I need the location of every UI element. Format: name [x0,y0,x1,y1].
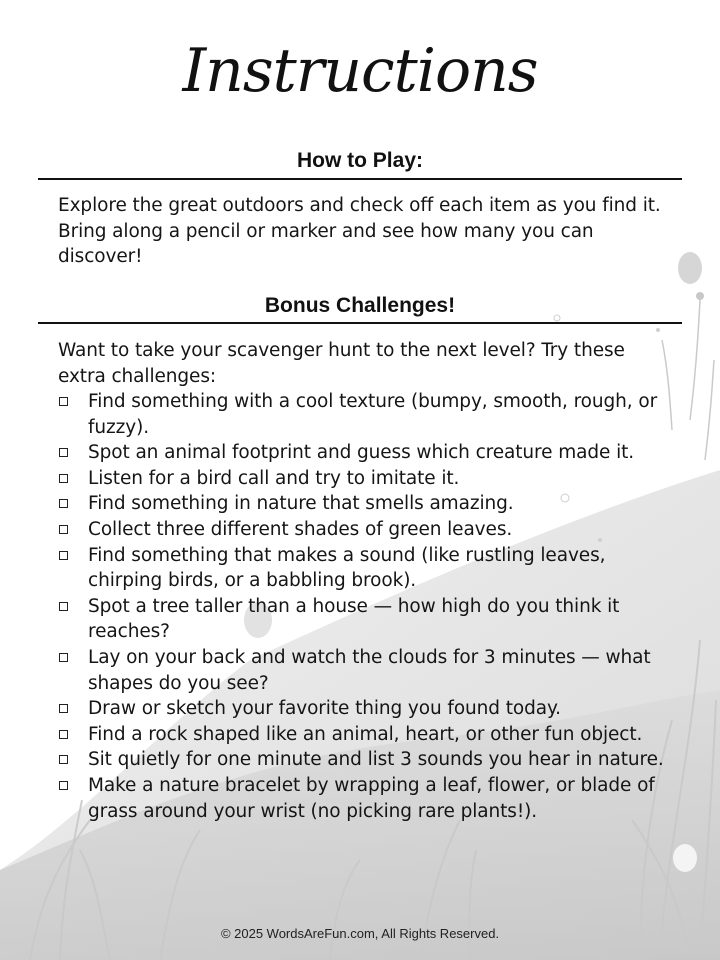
checkbox-icon[interactable] [59,448,68,457]
challenge-text: Collect three different shades of green leaves. [88,518,513,540]
challenge-text: Spot a tree taller than a house — how high do you think it reaches? [88,595,620,643]
checkbox-icon[interactable] [59,781,68,790]
bonus-intro-text: Want to take your scavenger hunt to the next level? Try these extra challenges: [58,340,625,387]
challenge-list [58,389,684,824]
checkbox-icon[interactable] [59,602,68,611]
checkbox-icon[interactable] [59,499,68,508]
checkbox-icon[interactable] [59,755,68,764]
bonus-challenges-heading: Bonus Challenges! [264,294,456,317]
divider [38,178,682,180]
list-item [58,594,684,645]
challenge-text: Find something with a cool texture (bumpy, smooth, rough, or fuzzy). [88,391,658,438]
challenge-text: Find a rock shaped like an animal, heart, or other fun object. [88,723,643,745]
checkbox-icon[interactable] [59,730,68,739]
challenge-text: Spot an animal footprint and guess which creature made it. [88,442,635,464]
challenge-text: Draw or sketch your favorite thing you found today. [88,698,561,720]
challenge-text: Listen for a bird call and try to imitate it. [88,467,460,489]
list-item [58,491,684,517]
challenge-text: Make a nature bracelet by wrapping a leaf, flower, or blade of grass around your wrist (no picking rare plants!). [88,774,655,822]
list-item [58,722,684,748]
how-to-play-text: Explore the great outdoors and check off each item as you find it. Bring along a pencil or marker and see how many you can discover! [58,195,661,268]
page-title: Instructions [182,36,538,106]
checkbox-icon[interactable] [59,704,68,713]
checkbox-icon[interactable] [59,474,68,483]
list-item [58,440,684,466]
checkbox-icon[interactable] [59,653,68,662]
divider [38,322,682,324]
list-item [58,543,684,594]
challenge-text: Lay on your back and watch the clouds for 3 minutes — what shapes do you see? [88,646,651,694]
list-item [58,466,684,492]
list-item [58,773,684,824]
challenge-text: Find something in nature that smells amazing. [88,493,514,515]
list-item [58,389,684,440]
copyright-footer: © 2025 WordsAreFun.com, All Rights Reserved. [220,926,500,941]
how-to-play-heading: How to Play: [296,149,423,172]
challenge-text: Sit quietly for one minute and list 3 sounds you hear in nature. [88,749,664,771]
checkbox-icon[interactable] [59,551,68,560]
checkbox-icon[interactable] [59,525,68,534]
list-item [58,645,684,696]
checkbox-icon[interactable] [59,397,68,406]
list-item [58,747,684,773]
challenge-text: Find something that makes a sound (like rustling leaves, chirping birds, or a babbling brook). [88,544,606,592]
list-item [58,517,684,543]
list-item [58,696,684,722]
